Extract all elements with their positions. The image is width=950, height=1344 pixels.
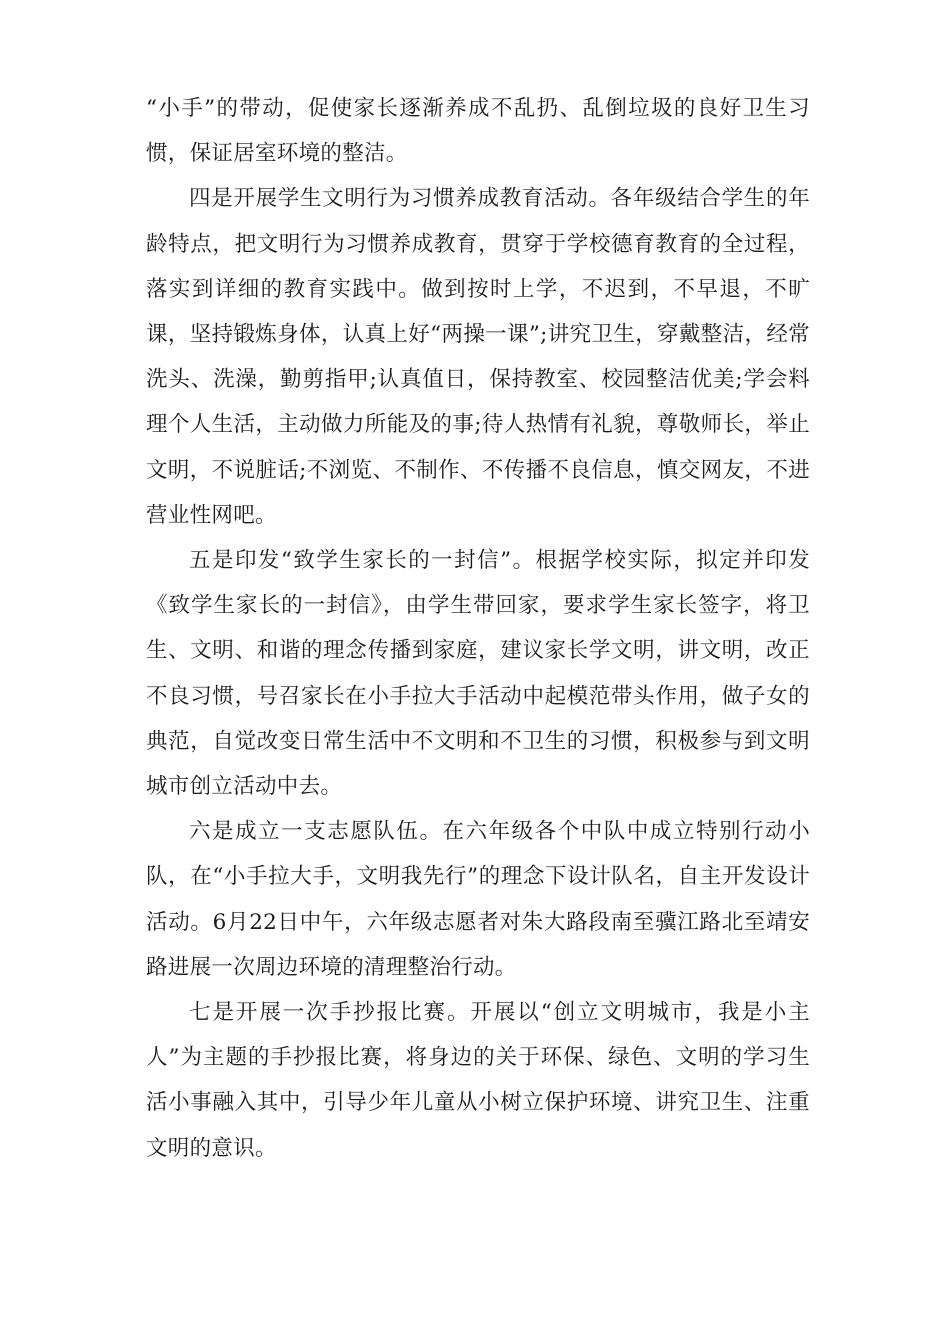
- document-body: [146, 86, 810, 1171]
- paragraph-item-four: 四是开展学生文明行为习惯养成教育活动。各年级结合学生的年龄特点，把文明行为习惯养成教育，贯穿于学校德育教育的全过程，落实到详细的教育实践中。做到按时上学，不迟到，不早退，不旷课，坚持锻炼身体，认真上好“两操一课”;讲究卫生，穿戴整洁，经常洗头、洗澡，勤剪指甲;认真值日，保持教室、校园整洁优美;学会料理个人生活，主动做力所能及的事;待人热情有礼貌，尊敬师长，举止文明，不说脏话;不浏览、不制作、不传播不良信息，慎交网友，不进营业性网吧。: [146, 186, 810, 528]
- paragraph-item-seven: 七是开展一次手抄报比赛。开展以“创立文明城市，我是小主人”为主题的手抄报比赛，将身边的关于环保、绿色、文明的学习生活小事融入其中，引导少年儿童从小树立保护环境、讲究卫生、注重文明的意识。: [146, 1000, 810, 1161]
- paragraph-item-six: 六是成立一支志愿队伍。在六年级各个中队中成立特别行动小队，在“小手拉大手，文明我先行”的理念下设计队名，自主开发设计活动。6月22日中午，六年级志愿者对朱大路段南至骥江路北至靖安路进展一次周边环境的清理整治行动。: [146, 819, 810, 980]
- paragraph-item-five: 五是印发“致学生家长的一封信”。根据学校实际，拟定并印发《致学生家长的一封信》，由学生带回家，要求学生家长签字，将卫生、文明、和谐的理念传播到家庭，建议家长学文明，讲文明，改正不良习惯，号召家长在小手拉大手活动中起模范带头作用，做子女的典范，自觉改变日常生活中不文明和不卫生的习惯，积极参与到文明城市创立活动中去。: [146, 548, 810, 800]
- paragraph-continuation: “小手”的带动，促使家长逐渐养成不乱扔、乱倒垃圾的良好卫生习惯，保证居室环境的整洁。: [146, 96, 810, 167]
